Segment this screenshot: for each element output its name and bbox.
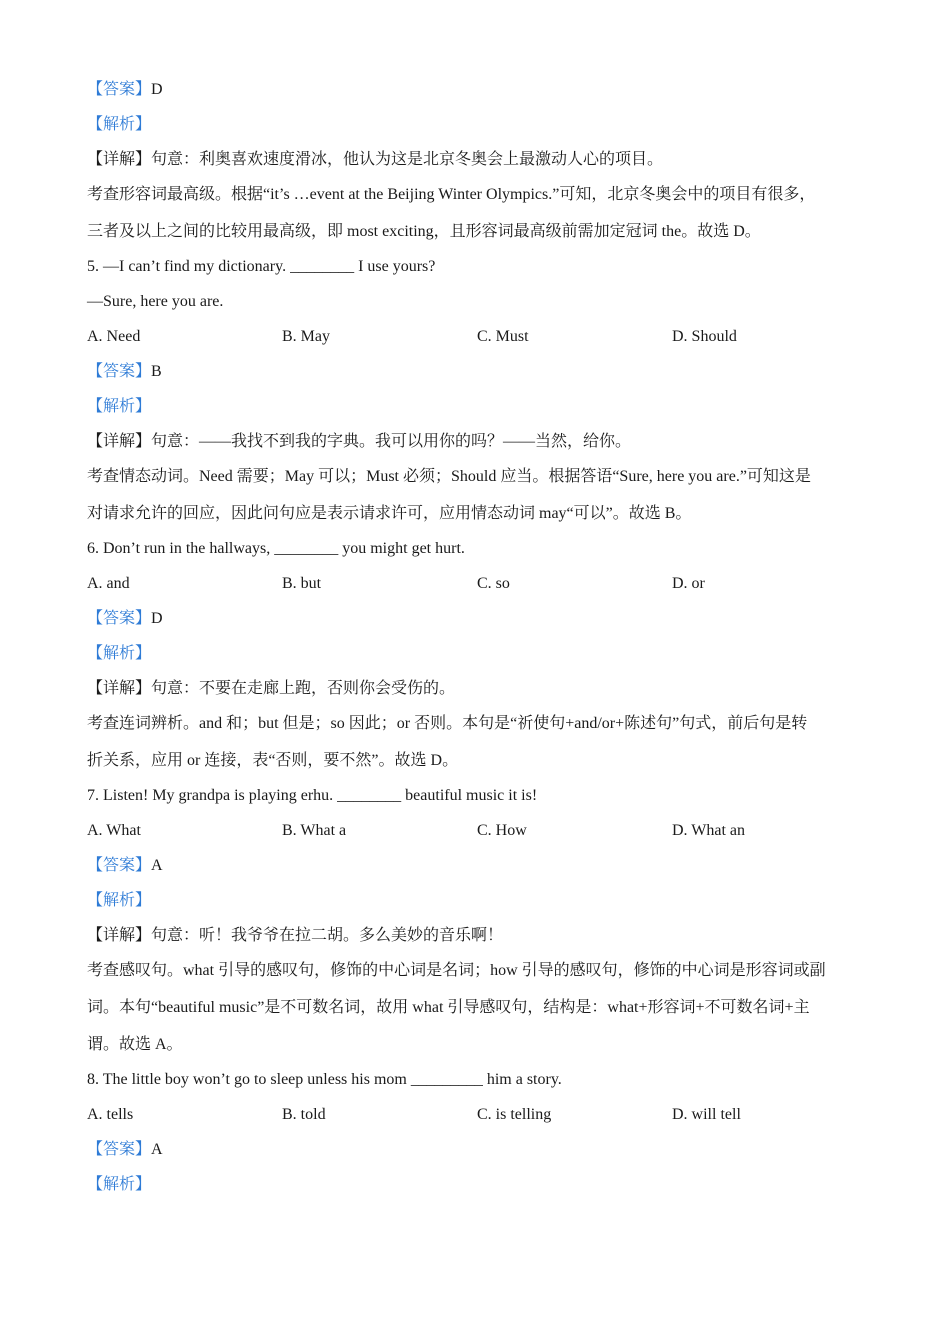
answer-tag: 【答案】 bbox=[87, 363, 152, 380]
analysis-tag: 【解析】 bbox=[87, 1176, 152, 1193]
answer-line bbox=[87, 1138, 867, 1162]
answer-tag: 【答案】 bbox=[87, 1141, 152, 1158]
analysis-tag: 【解析】 bbox=[87, 645, 152, 662]
question-reply: —Sure, here you are. bbox=[87, 293, 224, 310]
answer-value: A bbox=[151, 857, 163, 874]
analysis-tag: 【解析】 bbox=[87, 892, 152, 909]
option-d: D. Should bbox=[672, 328, 737, 345]
answer-tag: 【答案】 bbox=[87, 610, 152, 627]
explanation-line: 考查情态动词。Need 需要；May 可以；Must 必须；Should 应当。根据答语“Sure, here you are.”可知这是 bbox=[87, 468, 811, 485]
analysis-tag: 【解析】 bbox=[87, 116, 152, 133]
answer-line bbox=[87, 607, 867, 631]
explanation-line: 考查感叹句。what 引导的感叹句，修饰的中心词是名词；how 引导的感叹句，修饰的中心词是形容词或副 bbox=[87, 962, 826, 979]
question-stem: 5. —I can’t find my dictionary. ________ I use yours? bbox=[87, 258, 436, 275]
answer-value: B bbox=[151, 363, 162, 380]
question-stem: 8. The little boy won’t go to sleep unless his mom _________ him a story. bbox=[87, 1071, 562, 1088]
answer-value: D bbox=[151, 610, 163, 627]
option-c: C. is telling bbox=[477, 1106, 552, 1123]
explanation-line: 词。本句“beautiful music”是不可数名词，故用 what 引导感叹句，结构是：what+形容词+不可数名词+主 bbox=[87, 999, 810, 1016]
document-page bbox=[87, 78, 867, 1208]
options-row bbox=[87, 325, 867, 349]
detail-line: 【详解】句意：不要在走廊上跑，否则你会受伤的。 bbox=[87, 680, 456, 697]
answer-line bbox=[87, 360, 867, 384]
option-c: C. Must bbox=[477, 328, 529, 345]
explanation-line: 折关系，应用 or 连接，表“否则，要不然”。故选 D。 bbox=[87, 752, 459, 769]
analysis-line bbox=[87, 642, 867, 666]
analysis-line bbox=[87, 395, 867, 419]
options-row bbox=[87, 1103, 867, 1127]
explanation-line: 考查连词辨析。and 和；but 但是；so 因此；or 否则。本句是“祈使句+and/or+陈述句”句式，前后句是转 bbox=[87, 715, 808, 732]
options-row bbox=[87, 572, 867, 596]
option-d: D. What an bbox=[672, 822, 746, 839]
explanation-line: 谓。故选 A。 bbox=[87, 1036, 183, 1053]
option-a: A. tells bbox=[87, 1106, 134, 1123]
option-a: A. Need bbox=[87, 328, 141, 345]
option-c: C. How bbox=[477, 822, 527, 839]
explanation-line: 三者及以上之间的比较用最高级，即 most exciting，且形容词最高级前需加定冠词 the。故选 D。 bbox=[87, 223, 761, 240]
analysis-tag: 【解析】 bbox=[87, 398, 152, 415]
option-b: B. told bbox=[282, 1106, 326, 1123]
option-b: B. but bbox=[282, 575, 322, 592]
answer-value: D bbox=[151, 81, 163, 98]
detail-line: 【详解】句意：听！我爷爷在拉二胡。多么美妙的音乐啊！ bbox=[87, 927, 504, 944]
analysis-line bbox=[87, 889, 867, 913]
answer-value: A bbox=[151, 1141, 163, 1158]
answer-tag: 【答案】 bbox=[87, 857, 152, 874]
detail-line: 【详解】句意：利奥喜欢速度滑冰，他认为这是北京冬奥会上最激动人心的项目。 bbox=[87, 151, 664, 168]
explanation-line: 对请求允许的回应，因此问句应是表示请求许可，应用情态动词 may“可以”。故选 B。 bbox=[87, 505, 692, 522]
options-row bbox=[87, 819, 867, 843]
explanation-line: 考查形容词最高级。根据“it’s …event at the Beijing Winter Olympics.”可知，北京冬奥会中的项目有很多， bbox=[87, 186, 816, 203]
option-b: B. May bbox=[282, 328, 330, 345]
detail-line: 【详解】句意：——我找不到我的字典。我可以用你的吗？——当然，给你。 bbox=[87, 433, 632, 450]
answer-line bbox=[87, 854, 867, 878]
option-a: A. What bbox=[87, 822, 141, 839]
question-stem: 6. Don’t run in the hallways, ________ you might get hurt. bbox=[87, 540, 465, 557]
analysis-line bbox=[87, 1173, 867, 1197]
question-stem: 7. Listen! My grandpa is playing erhu. ________ beautiful music it is! bbox=[87, 787, 538, 804]
analysis-line bbox=[87, 113, 867, 137]
option-c: C. so bbox=[477, 575, 510, 592]
option-a: A. and bbox=[87, 575, 130, 592]
answer-line bbox=[87, 78, 867, 102]
option-d: D. or bbox=[672, 575, 705, 592]
answer-tag: 【答案】 bbox=[87, 81, 152, 98]
option-b: B. What a bbox=[282, 822, 347, 839]
option-d: D. will tell bbox=[672, 1106, 741, 1123]
